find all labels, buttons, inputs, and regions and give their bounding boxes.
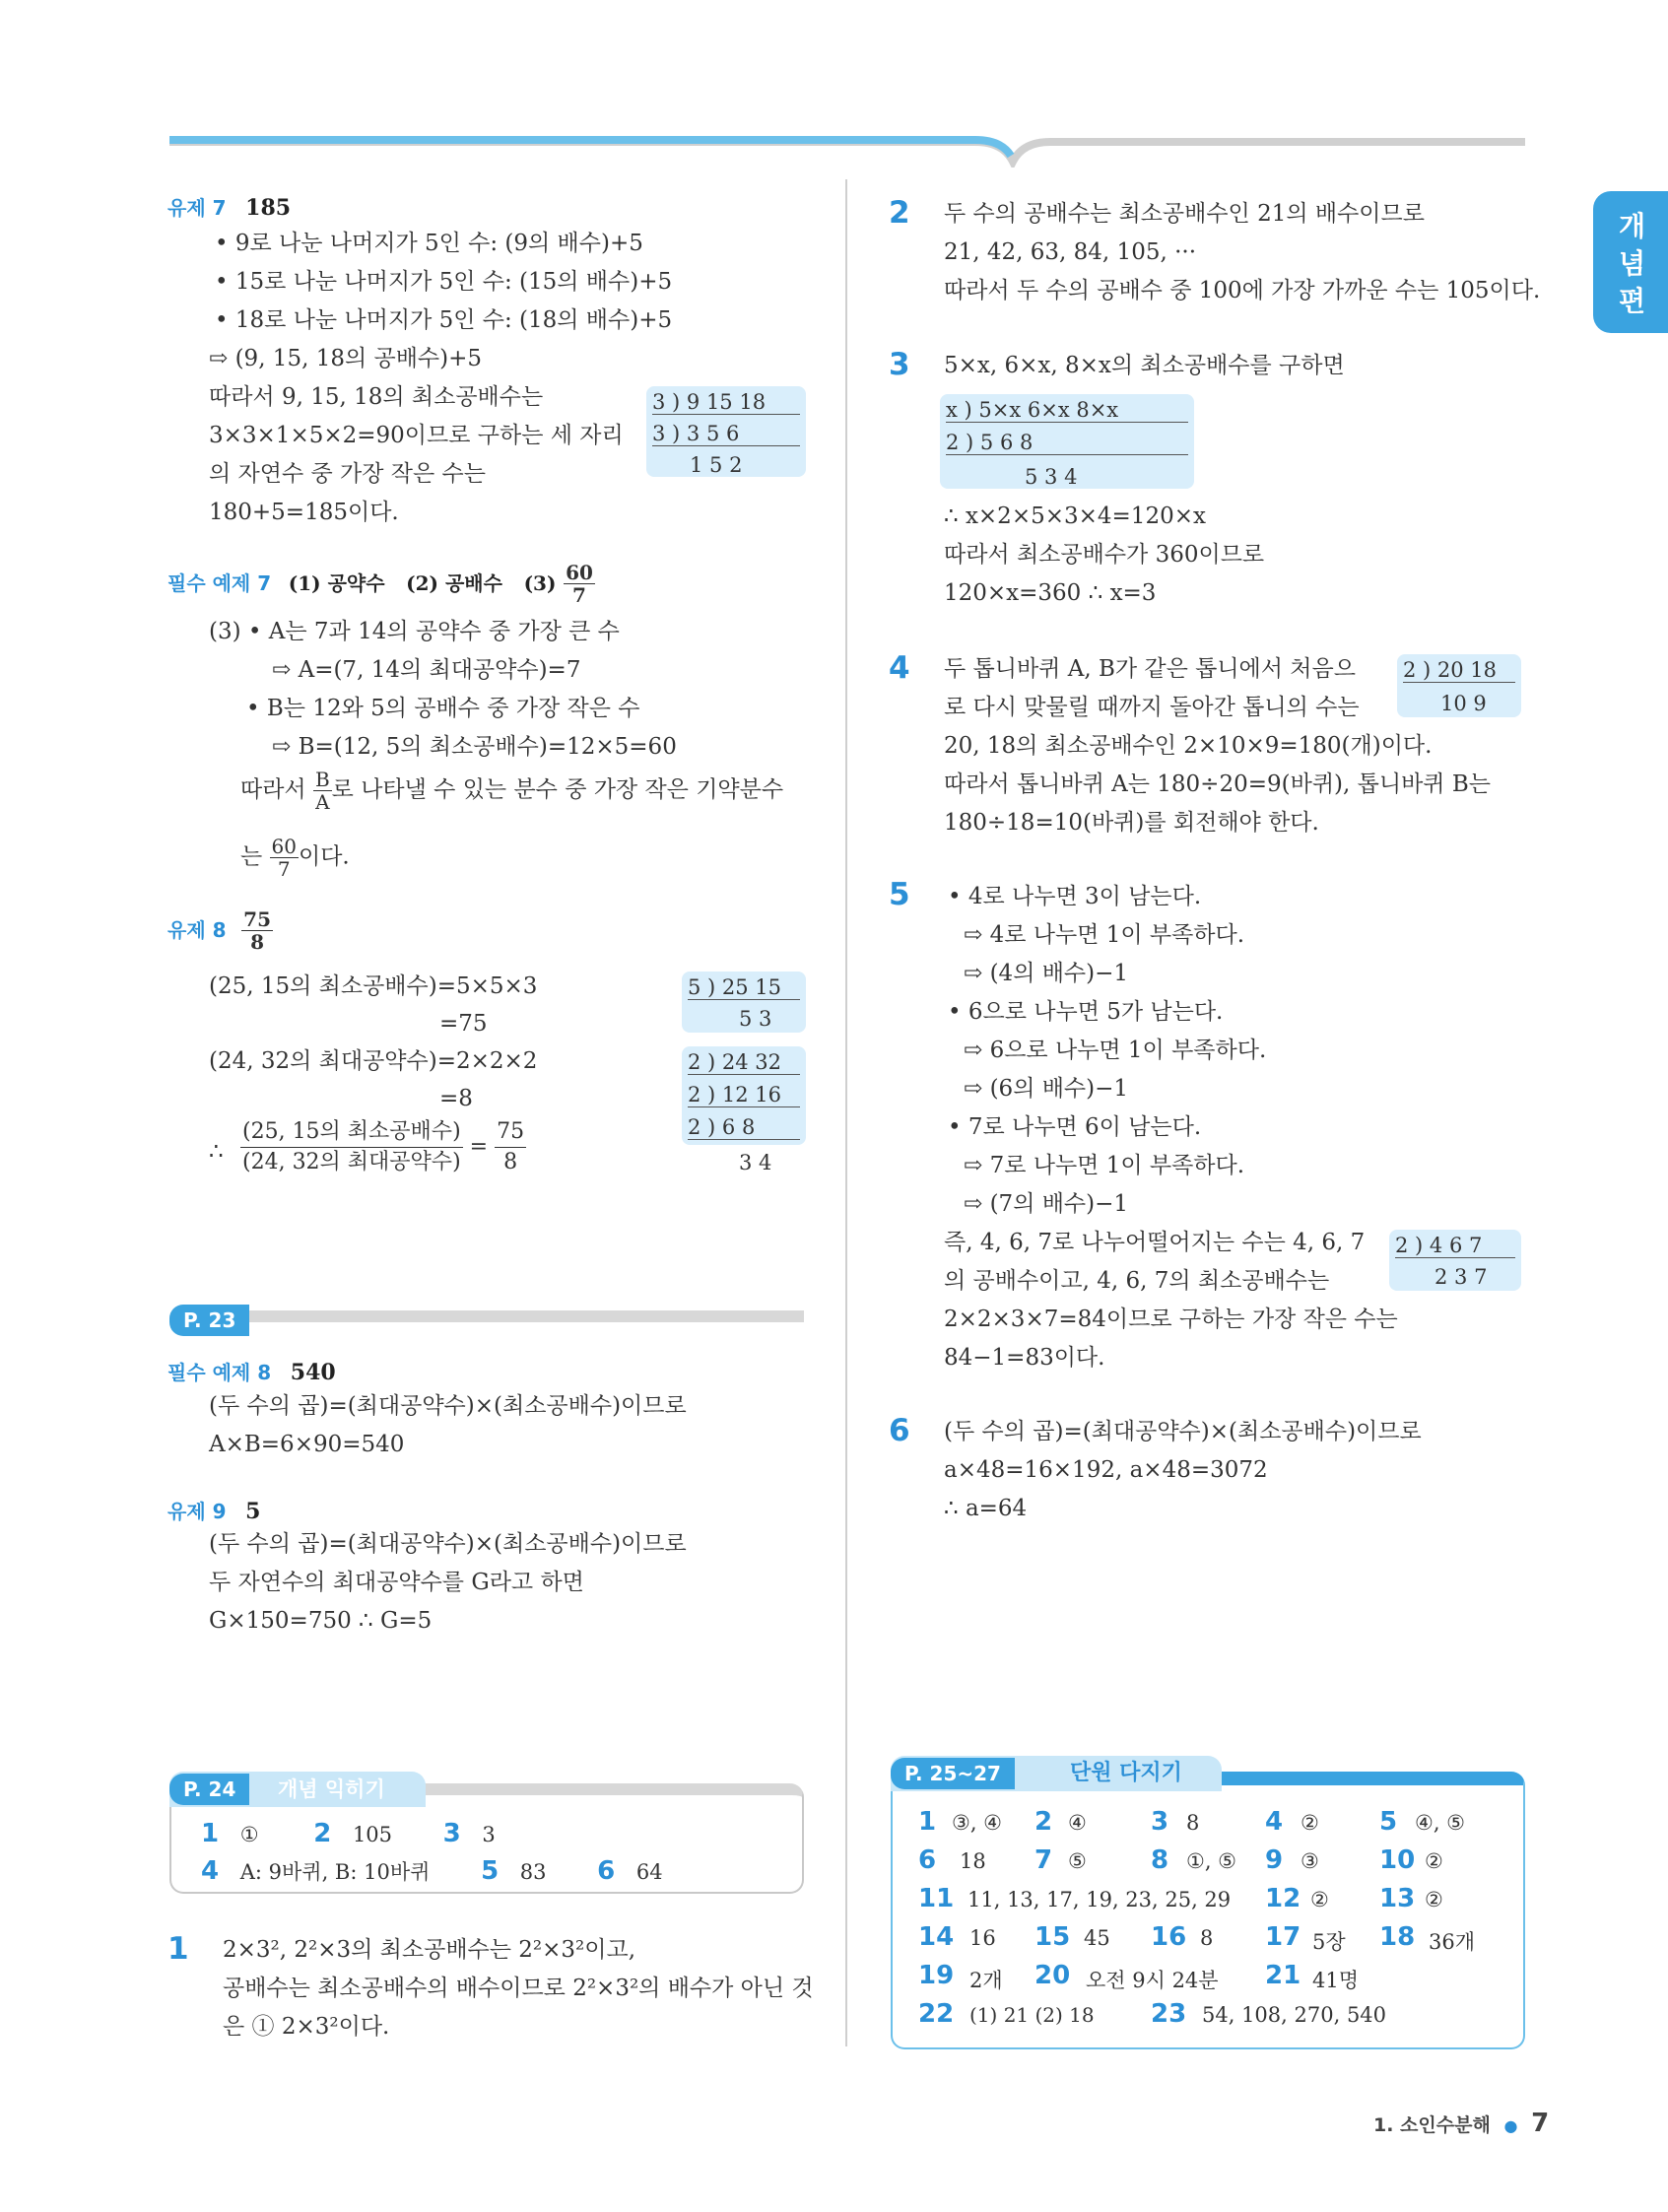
- yuje9-line: 두 자연수의 최대공약수를 G라고 하면: [209, 1570, 584, 1595]
- division-row: 5 3: [739, 1007, 772, 1031]
- q2-line: 따라서 두 수의 공배수 중 100에 가장 가까운 수는 105이다.: [944, 278, 1541, 303]
- yuje8-line: =8: [439, 1086, 473, 1111]
- yuje7-line: 의 자연수 중 가장 작은 수는: [209, 461, 486, 487]
- q4-line: 로 다시 맞물릴 때까지 돌아간 톱니의 수는: [944, 695, 1360, 720]
- unit-title: 단원 다지기: [1070, 1761, 1182, 1785]
- pilsu7-answer-fraction: [564, 562, 595, 606]
- yuje7-line: 180+5=185이다.: [209, 500, 399, 525]
- answer-value: 3: [482, 1823, 496, 1846]
- division-row: 1 5 2: [690, 453, 743, 477]
- answer-number: 14: [918, 1922, 955, 1952]
- q5-line: ⇨ 6으로 나누면 1이 부족하다.: [964, 1038, 1267, 1063]
- division-row: 2 ) 4 6 7: [1395, 1234, 1515, 1258]
- page-number: 7: [1531, 2109, 1550, 2138]
- b-over-a-fraction: [313, 769, 332, 813]
- q5-line: ⇨ 7로 나누면 1이 부족하다.: [964, 1153, 1245, 1178]
- q5-line: ⇨ (6의 배수)−1: [964, 1076, 1129, 1102]
- answer-value: ④, ⑤: [1415, 1811, 1466, 1835]
- q5-line: 즉, 4, 6, 7로 나누어떨어지는 수는 4, 6, 7: [944, 1230, 1366, 1255]
- division-row: 5 ) 25 15: [688, 975, 800, 1000]
- answer-number: 6: [597, 1856, 616, 1886]
- question-number: 3: [889, 347, 910, 382]
- text: 따라서: [240, 776, 306, 803]
- yuje7-header: [167, 192, 291, 221]
- side-tab-char: 개: [1619, 210, 1646, 242]
- yuje7-line: 3×3×1×5×2=90이므로 구하는 세 자리: [209, 423, 624, 448]
- text: 로 나타낼 수 있는 분수 중 가장 작은 기약분수: [331, 776, 784, 803]
- answer-value: ⑤: [1068, 1849, 1087, 1873]
- pilsu7-line: ⇨ B=(12, 5의 최소공배수)=12×5=60: [272, 734, 677, 760]
- yuje8-line: (25, 15의 최소공배수)=5×5×3: [209, 973, 538, 999]
- answer-number: 11: [918, 1884, 955, 1913]
- unit-row: [918, 1922, 1509, 1956]
- yuje9-header: [167, 1496, 260, 1524]
- q3-line: 120×x=360 ∴ x=3: [944, 580, 1157, 606]
- question-number: 1: [167, 1931, 189, 1967]
- fraction-numerator: B: [314, 768, 330, 791]
- q3-line: 5×x, 6×x, 8×x의 최소공배수를 구하면: [944, 353, 1345, 378]
- answer-value: 64: [635, 1860, 663, 1884]
- division-row: 3 ) 3 5 6: [652, 422, 800, 446]
- division-row: 2 ) 20 18: [1403, 658, 1515, 683]
- side-tab: [1593, 191, 1668, 333]
- yuje7-line: • 15로 나눈 나머지가 5인 수: (15의 배수)+5: [215, 269, 673, 295]
- yuje7-line: ⇨ (9, 15, 18의 공배수)+5: [209, 346, 483, 371]
- q4-line: 따라서 톱니바퀴 A는 180÷20=9(바퀴), 톱니바퀴 B는: [944, 771, 1491, 797]
- therefore-symbol: ∴: [209, 1139, 224, 1165]
- unit-row: [918, 1884, 1509, 1917]
- fraction-numerator: 60: [271, 835, 297, 858]
- fraction-denominator: 7: [572, 583, 586, 607]
- result-fraction: [270, 836, 299, 880]
- question-number: 6: [889, 1413, 910, 1448]
- yuje9-answer: 5: [245, 1499, 261, 1524]
- p24-title: 개념 익히기: [278, 1777, 385, 1801]
- pilsu7-conclusion: [240, 769, 783, 813]
- q5-line: ⇨ 4로 나누면 1이 부족하다.: [964, 922, 1245, 948]
- equals: =: [469, 1134, 489, 1160]
- q5-line: • 7로 나누면 6이 남는다.: [948, 1114, 1202, 1140]
- yuje7-line: • 18로 나눈 나머지가 5인 수: (18의 배수)+5: [215, 307, 673, 333]
- yuje8-line: =75: [439, 1011, 488, 1037]
- pilsu7-line: • B는 12와 5의 공배수 중 가장 작은 수: [246, 696, 640, 721]
- unit-tab: P. 25~27: [891, 1758, 1015, 1789]
- pilsu8-line: (두 수의 곱)=(최대공약수)×(최소공배수)이므로: [209, 1393, 687, 1419]
- answer-value: ②: [1425, 1888, 1443, 1911]
- p23-tab: P. 23: [169, 1305, 249, 1336]
- pilsu7-line: ⇨ A=(7, 14의 최대공약수)=7: [272, 657, 581, 683]
- pilsu8-line: A×B=6×90=540: [209, 1432, 405, 1457]
- unit-row: [918, 1961, 1509, 1994]
- footer: [1373, 2109, 1549, 2138]
- answer-value: ④: [1068, 1811, 1087, 1835]
- answer-number: 17: [1265, 1922, 1301, 1952]
- p24-row-2: [201, 1856, 663, 1886]
- q1-line: 2×3², 2²×3의 최소공배수는 2²×3²이고,: [223, 1937, 636, 1963]
- fraction-numerator: 75: [495, 1117, 526, 1148]
- fraction-denominator: 7: [277, 857, 291, 881]
- pilsu7-result: [240, 836, 350, 880]
- fraction-denominator: 8: [250, 930, 265, 954]
- q5-line: ⇨ (4의 배수)−1: [964, 961, 1129, 986]
- yuje8-header: [167, 908, 273, 953]
- division-row: 10 9: [1440, 692, 1487, 715]
- q6-line: ∴ a=64: [944, 1496, 1028, 1521]
- unit-row: [918, 1845, 1509, 1879]
- fraction-numerator: (25, 15의 최소공배수): [240, 1117, 463, 1148]
- pilsu7-answer-3: (3): [523, 571, 557, 595]
- answer-value: ③, ④: [952, 1811, 1003, 1835]
- column-divider: [845, 179, 847, 2046]
- side-tab-char: 편: [1619, 285, 1646, 317]
- division-row: x ) 5×x 6×x 8×x: [946, 398, 1188, 423]
- fraction-denominator: A: [315, 790, 330, 814]
- answer-number: 20: [1034, 1961, 1071, 1990]
- pilsu8-label: 필수 예제 8: [167, 1361, 272, 1384]
- answer-number: 19: [918, 1961, 955, 1990]
- answer-value: ②: [1425, 1849, 1443, 1873]
- answer-value: 45: [1084, 1926, 1110, 1950]
- text: 이다.: [298, 843, 350, 870]
- division-row: 2 3 7: [1434, 1265, 1488, 1289]
- yuje7-line: 따라서 9, 15, 18의 최소공배수는: [209, 384, 544, 410]
- answer-number: 5: [481, 1856, 500, 1886]
- answer-number: 13: [1379, 1884, 1416, 1913]
- q2-line: 21, 42, 63, 84, 105, ···: [944, 239, 1197, 265]
- p23-tab-rule: [236, 1310, 804, 1322]
- division-row: 2 ) 24 32: [688, 1050, 800, 1075]
- answer-value: 83: [519, 1860, 547, 1884]
- yuje8-answer-fraction: [241, 908, 273, 953]
- answer-number: 9: [1265, 1845, 1284, 1875]
- answer-number: 4: [1265, 1807, 1284, 1837]
- division-row: 3 ) 9 15 18: [652, 390, 800, 415]
- answer-value: (1) 21 (2) 18: [969, 2003, 1095, 2027]
- fraction-denominator: (24, 32의 최대공약수): [242, 1150, 461, 1174]
- q4-line: 20, 18의 최소공배수인 2×10×9=180(개)이다.: [944, 733, 1433, 759]
- answer-number: 8: [1151, 1845, 1169, 1875]
- answer-value: 8: [1200, 1926, 1214, 1950]
- answer-value: ①: [239, 1823, 259, 1846]
- answer-value: 5장: [1312, 1930, 1346, 1954]
- pilsu7-line: (3) • A는 7과 14의 공약수 중 가장 큰 수: [209, 619, 620, 644]
- q1-line: 공배수는 최소공배수의 배수이므로 2²×3²의 배수가 아닌 것: [223, 1976, 814, 2001]
- answer-value: 11, 13, 17, 19, 23, 25, 29: [967, 1888, 1232, 1911]
- answer-value: A: 9바퀴, B: 10바퀴: [239, 1860, 431, 1884]
- yuje8-line: (24, 32의 최대공약수)=2×2×2: [209, 1048, 538, 1074]
- pilsu8-header: [167, 1357, 336, 1385]
- division-row: 2 ) 12 16: [688, 1083, 800, 1107]
- answer-value: ①, ⑤: [1186, 1849, 1237, 1873]
- answer-number: 1: [201, 1819, 220, 1848]
- answer-number: 21: [1265, 1961, 1301, 1990]
- answer-value: 18: [960, 1849, 986, 1873]
- answer-number: 1: [918, 1807, 937, 1837]
- fraction-denominator: 8: [503, 1150, 518, 1174]
- yuje7-answer: 185: [245, 195, 292, 221]
- p24-row-1: [201, 1819, 496, 1848]
- side-tab-char: 념: [1619, 247, 1646, 280]
- yuje9-line: (두 수의 곱)=(최대공약수)×(최소공배수)이므로: [209, 1531, 687, 1557]
- answer-number: 6: [918, 1845, 937, 1875]
- answer-number: 22: [918, 1999, 955, 2029]
- answer-number: 15: [1034, 1922, 1071, 1952]
- division-row: 3 4: [739, 1151, 772, 1174]
- yuje9-line: G×150=750 ∴ G=5: [209, 1608, 433, 1634]
- question-number: 2: [889, 195, 910, 231]
- unit-row: [918, 1999, 1509, 2033]
- yuje7-label: 유제 7: [167, 196, 227, 220]
- p24-tab: P. 24: [169, 1774, 249, 1805]
- fraction-numerator: 60: [566, 561, 593, 584]
- answer-number: 3: [442, 1819, 461, 1848]
- answer-number: 16: [1151, 1922, 1187, 1952]
- q2-line: 두 수의 공배수는 최소공배수인 21의 배수이므로: [944, 201, 1425, 227]
- answer-value: 41명: [1312, 1969, 1360, 1992]
- answer-value: ②: [1301, 1811, 1319, 1835]
- q4-line: 두 톱니바퀴 A, B가 같은 톱니에서 처음으: [944, 656, 1356, 682]
- answer-value: 2개: [969, 1969, 1003, 1992]
- q6-line: a×48=16×192, a×48=3072: [944, 1457, 1268, 1483]
- pilsu7-answer-2: (2) 공배수: [406, 571, 502, 595]
- answer-value: 105: [352, 1823, 393, 1846]
- footer-chapter: 1. 소인수분해: [1373, 2114, 1491, 2136]
- q5-line: 84−1=83이다.: [944, 1345, 1105, 1371]
- pilsu8-answer: 540: [290, 1360, 336, 1385]
- q6-line: (두 수의 곱)=(최대공약수)×(최소공배수)이므로: [944, 1419, 1422, 1444]
- answer-value: 36개: [1429, 1930, 1476, 1954]
- bullet-icon: ●: [1503, 2116, 1518, 2135]
- q5-line: • 6으로 나누면 5가 남는다.: [948, 999, 1224, 1025]
- answer-number: 7: [1034, 1845, 1053, 1875]
- division-row: 2 ) 6 8: [688, 1115, 800, 1140]
- q5-line: 2×2×3×7=84이므로 구하는 가장 작은 수는: [944, 1307, 1398, 1332]
- answer-value: 54, 108, 270, 540: [1202, 2003, 1387, 2027]
- answer-value: 16: [969, 1926, 996, 1950]
- yuje7-line: • 9로 나눈 나머지가 5인 수: (9의 배수)+5: [215, 231, 643, 256]
- q5-line: ⇨ (7의 배수)−1: [964, 1191, 1129, 1217]
- pilsu7-answer-1: (1) 공약수: [288, 571, 385, 595]
- answer-value: 오전 9시 24분: [1086, 1969, 1219, 1992]
- yuje8-fraction-expr: [240, 1117, 526, 1177]
- q3-line: 따라서 최소공배수가 360이므로: [944, 542, 1265, 568]
- question-number: 4: [889, 650, 910, 686]
- unit-row: [918, 1807, 1509, 1841]
- question-number: 5: [889, 877, 910, 912]
- answer-number: 2: [313, 1819, 332, 1848]
- answer-number: 3: [1151, 1807, 1169, 1837]
- q4-line: 180÷18=10(바퀴)를 회전해야 한다.: [944, 810, 1319, 836]
- answer-number: 18: [1379, 1922, 1416, 1952]
- yuje8-label: 유제 8: [167, 918, 227, 942]
- answer-value: ②: [1310, 1888, 1329, 1911]
- pilsu7-label: 필수 예제 7: [167, 571, 272, 595]
- header-rule: [167, 128, 1527, 168]
- division-row: 2 ) 5 6 8: [946, 431, 1188, 455]
- q5-line: • 4로 나누면 3이 남는다.: [948, 884, 1202, 909]
- division-row: 5 3 4: [1025, 465, 1078, 489]
- answer-value: ③: [1301, 1849, 1319, 1873]
- text: 는: [240, 843, 263, 870]
- answer-number: 4: [201, 1856, 220, 1886]
- answer-number: 2: [1034, 1807, 1053, 1837]
- q3-line: ∴ x×2×5×3×4=120×x: [944, 503, 1206, 529]
- fraction-numerator: 75: [243, 907, 272, 931]
- answer-number: 10: [1379, 1845, 1416, 1875]
- pilsu7-header: [167, 562, 595, 606]
- q1-line: 은 ① 2×3²이다.: [223, 2014, 390, 2040]
- yuje9-label: 유제 9: [167, 1500, 227, 1523]
- answer-number: 5: [1379, 1807, 1398, 1837]
- answer-number: 23: [1151, 1999, 1187, 2029]
- answer-value: 8: [1186, 1811, 1200, 1835]
- answer-number: 12: [1265, 1884, 1301, 1913]
- q5-line: 의 공배수이고, 4, 6, 7의 최소공배수는: [944, 1268, 1330, 1294]
